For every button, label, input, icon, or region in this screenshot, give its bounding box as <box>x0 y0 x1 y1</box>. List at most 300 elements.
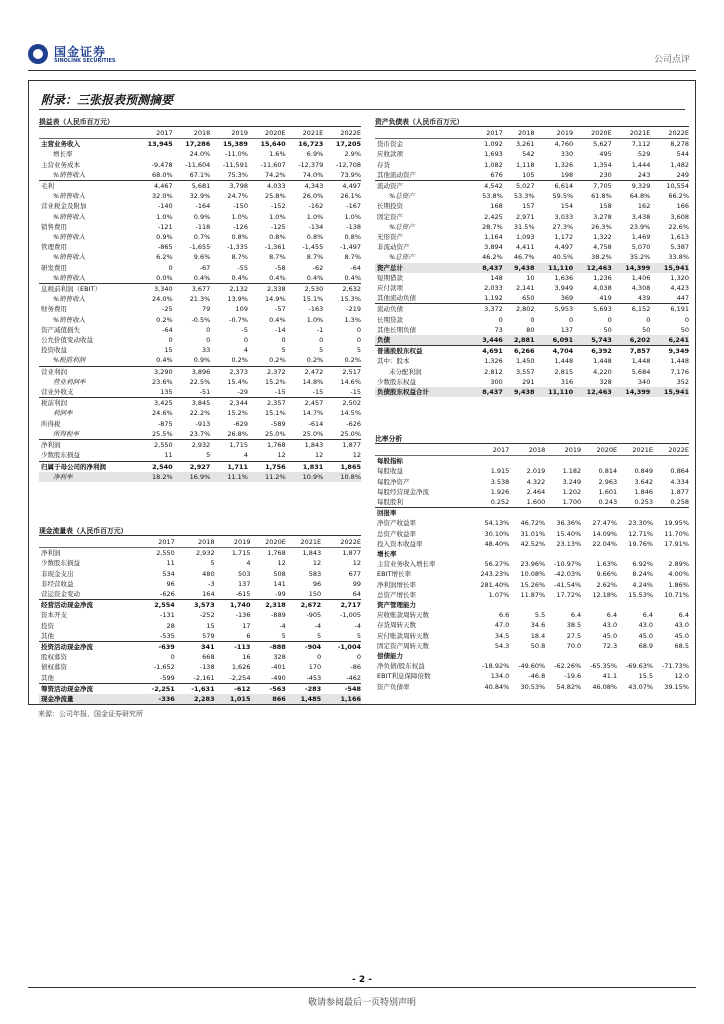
value-cell: 23.9% <box>629 222 651 231</box>
disclaimer-note: 敬请参阅最后一页特别声明 <box>307 998 416 1008</box>
value-cell: 529 <box>637 150 651 159</box>
value-cell: 2,932 <box>173 440 211 451</box>
value-cell <box>581 508 617 519</box>
table-row <box>39 304 361 314</box>
value-cell: 6.4 <box>606 611 618 620</box>
appendix-title: 附录：三张报表预测摘要 <box>41 93 174 107</box>
value-cell: 11.2% <box>248 472 286 482</box>
ratio-title-rule <box>375 443 689 444</box>
row-label: 应付账款周转天数 <box>377 631 429 640</box>
value-cell: 15.2% <box>227 409 248 418</box>
value-cell: 0.4% <box>193 273 211 282</box>
row-label: 无形资产 <box>377 233 403 242</box>
row-label: %销售收入 <box>53 212 86 221</box>
value-cell: 4 <box>243 346 248 355</box>
value-cell: 50 <box>680 325 689 334</box>
table-row <box>39 139 361 150</box>
row-label: 主营业务成本 <box>41 160 80 169</box>
value-cell: 10.9% <box>286 472 324 482</box>
value-cell: 1,865 <box>323 461 361 472</box>
value-cell <box>545 651 581 661</box>
value-cell: 43.0 <box>638 621 654 630</box>
value-cell <box>617 508 653 519</box>
value-cell: 22.04% <box>592 539 618 548</box>
row-label: 净资产收益率 <box>377 519 416 528</box>
value-cell: 54.82% <box>556 682 582 691</box>
value-cell: -1,497 <box>340 243 361 252</box>
table-row <box>375 283 689 293</box>
table-row <box>39 160 361 170</box>
row-label: 货币资金 <box>377 140 403 149</box>
value-cell: 230 <box>599 170 612 179</box>
value-cell: 46.2% <box>482 253 503 262</box>
table-row <box>39 212 361 222</box>
value-cell: 2,338 <box>248 284 286 295</box>
value-cell: -462 <box>346 673 361 682</box>
value-cell: -9,478 <box>151 160 173 169</box>
value-cell: -0.7% <box>229 315 248 324</box>
value-cell: 243 <box>637 170 651 179</box>
value-cell: 14.9% <box>264 295 286 304</box>
table-row <box>375 387 689 397</box>
value-cell: 3,896 <box>173 366 211 377</box>
value-cell: 31.5% <box>513 222 535 231</box>
table-row <box>375 335 689 346</box>
table-row <box>375 356 689 366</box>
value-cell <box>581 456 617 467</box>
value-cell: 4,691 <box>471 346 503 357</box>
row-label: 营业外收支 <box>41 388 74 397</box>
value-cell: 1,693 <box>484 150 503 159</box>
value-cell: 1.6% <box>269 150 286 159</box>
value-cell: 23.96% <box>520 560 546 569</box>
value-cell: 10.71% <box>664 590 689 599</box>
value-cell: 3,949 <box>554 284 574 293</box>
year-header-cell: 2020E <box>573 128 612 139</box>
value-cell: 1.07% <box>488 590 510 599</box>
value-cell: -42.03% <box>554 570 582 579</box>
value-cell: 5,387 <box>670 243 689 252</box>
table-row <box>39 673 361 684</box>
value-cell: 34.5 <box>494 631 510 640</box>
table-row <box>375 191 689 201</box>
value-cell: 17.72% <box>556 590 582 599</box>
value-cell: 0.258 <box>670 498 689 507</box>
table-row <box>375 549 689 559</box>
value-cell <box>471 600 509 610</box>
value-cell: 1,320 <box>670 273 689 282</box>
row-label: 少数股东权益 <box>377 377 416 386</box>
value-cell: -131 <box>160 611 175 620</box>
table-row <box>39 294 361 304</box>
table-row <box>39 149 361 159</box>
year-header-cell: 2022E <box>650 128 689 139</box>
table-row <box>39 450 361 461</box>
value-cell <box>509 600 545 610</box>
value-cell: 17.91% <box>664 539 689 548</box>
value-cell: -12,379 <box>298 160 324 169</box>
value-cell <box>617 549 653 559</box>
value-cell: 1,015 <box>215 694 251 704</box>
value-cell: 5,627 <box>593 140 612 149</box>
value-cell: -599 <box>160 673 175 682</box>
value-cell: 9.66% <box>596 570 618 579</box>
value-cell: 15,640 <box>260 140 286 149</box>
value-cell: -2,161 <box>193 673 215 682</box>
row-label: 流动负债 <box>375 304 471 315</box>
value-cell: -71.73% <box>661 662 689 671</box>
value-cell: 54.13% <box>484 519 510 528</box>
value-cell: 72.3 <box>602 641 618 650</box>
value-cell: 1,093 <box>515 233 535 242</box>
value-cell: -563 <box>250 683 285 694</box>
value-cell: -51 <box>199 388 211 397</box>
year-header-cell: 2017 <box>135 128 173 139</box>
ratio-analysis-title: 比率分析 <box>375 435 403 443</box>
value-cell: -150 <box>233 202 248 211</box>
value-cell: 2,632 <box>323 284 361 295</box>
table-row <box>39 652 361 662</box>
row-label: 资产管理能力 <box>377 601 416 610</box>
row-label: 总资产收益率 <box>377 529 416 538</box>
year-header-cell: 2021E <box>286 537 321 548</box>
value-cell: 0.4% <box>269 273 286 282</box>
table-row <box>39 232 361 242</box>
value-cell: 4,220 <box>593 367 612 376</box>
value-cell: 1,636 <box>554 273 574 282</box>
value-cell: 26.1% <box>340 192 361 201</box>
value-cell: 2,802 <box>503 304 535 315</box>
value-cell: 8,437 <box>471 387 503 397</box>
value-cell: 25.8% <box>264 192 286 201</box>
value-cell: 19.76% <box>628 539 654 548</box>
row-label: EBIT增长率 <box>377 570 411 579</box>
value-cell: 17,286 <box>185 140 211 149</box>
value-cell: 27.5 <box>566 631 582 640</box>
value-cell: 96 <box>312 579 322 588</box>
row-label: 研发费用 <box>41 263 67 272</box>
value-cell <box>545 600 581 610</box>
value-cell: -219 <box>346 305 361 314</box>
value-cell: 5 <box>210 559 215 568</box>
table-row <box>375 263 689 273</box>
value-cell: 50 <box>603 325 612 334</box>
row-label: EBIT利息保障倍数 <box>377 672 431 681</box>
table-row <box>39 589 361 600</box>
value-cell: 352 <box>676 377 689 386</box>
value-cell: 17 <box>242 621 251 630</box>
value-cell: 1.86% <box>668 580 689 589</box>
value-cell: 7,112 <box>631 140 651 149</box>
row-label: 投资收益 <box>41 346 67 355</box>
row-label: 未分配利润 <box>389 367 422 376</box>
table-row <box>39 366 361 377</box>
row-label: 应付款项 <box>377 284 403 293</box>
table-row <box>39 440 361 451</box>
value-cell: 96 <box>166 579 175 588</box>
value-cell: 15.2% <box>264 377 286 386</box>
value-cell: 1,469 <box>631 233 651 242</box>
value-cell <box>509 508 545 519</box>
table-row <box>39 558 361 568</box>
value-cell: 2,502 <box>323 398 361 409</box>
value-cell <box>509 456 545 467</box>
value-cell: 25.0% <box>264 429 286 438</box>
value-cell: 137 <box>560 325 574 334</box>
value-cell: 0.2% <box>344 356 361 365</box>
balance-sheet-table <box>375 128 689 397</box>
row-label: 筹资活动现金净流 <box>39 683 135 694</box>
value-cell <box>509 651 545 661</box>
value-cell: 11,110 <box>535 263 574 273</box>
row-label: 少数股东损益 <box>41 451 80 460</box>
value-cell: 3,438 <box>631 212 651 221</box>
value-cell: 1,448 <box>554 357 574 366</box>
row-label: %销售收入 <box>53 273 86 282</box>
value-cell: 0.4% <box>231 273 248 282</box>
value-cell: 4.334 <box>670 477 689 486</box>
row-label: 每股指标 <box>377 457 403 466</box>
logo-name-cn: 国金证券 <box>54 45 107 59</box>
year-header-cell: 2017 <box>471 128 503 139</box>
table-row <box>375 242 689 252</box>
table-row <box>39 335 361 345</box>
value-cell: 14.09% <box>592 529 618 538</box>
value-cell: 7,857 <box>612 346 651 357</box>
value-cell: 40.5% <box>552 253 574 262</box>
value-cell: 61.8% <box>591 192 612 201</box>
value-cell: 0 <box>206 336 211 345</box>
value-cell: 0.4% <box>344 273 361 282</box>
table-row <box>39 345 361 355</box>
value-cell: -626 <box>160 590 175 599</box>
value-cell: 2.963 <box>598 477 618 486</box>
value-cell: 2,717 <box>321 600 361 611</box>
value-cell: 0 <box>356 336 361 345</box>
row-label: %总资产 <box>389 222 415 231</box>
value-cell: 3,845 <box>173 398 211 409</box>
value-cell: 14.7% <box>302 409 324 418</box>
value-cell: 8.24% <box>632 570 654 579</box>
year-header-cell: 2022E <box>321 537 361 548</box>
value-cell: -62 <box>312 263 324 272</box>
value-cell: 0.8% <box>269 233 286 242</box>
value-cell <box>581 600 617 610</box>
header-blank <box>39 128 135 139</box>
value-cell: 1,482 <box>670 160 689 169</box>
table-row <box>39 387 361 398</box>
value-cell: 1,626 <box>231 663 251 672</box>
table-row <box>375 529 689 539</box>
value-cell: -889 <box>271 611 286 620</box>
value-cell <box>653 549 689 559</box>
value-cell: -134 <box>308 222 324 231</box>
value-cell: -41.54% <box>554 580 582 589</box>
value-cell: 3.538 <box>490 477 510 486</box>
value-cell: 2,425 <box>484 212 503 221</box>
value-cell: 4 <box>246 559 251 568</box>
row-label: 财务费用 <box>41 305 67 314</box>
value-cell: 53.8% <box>482 192 503 201</box>
value-cell: 281.40% <box>480 580 510 589</box>
value-cell: -453 <box>306 673 322 682</box>
value-cell: -0.5% <box>191 315 211 324</box>
source-note: 来源：公司年报、国金证券研究所 <box>38 710 143 718</box>
value-cell <box>135 149 173 159</box>
value-cell: -164 <box>195 202 211 211</box>
value-cell: -1,455 <box>302 243 324 252</box>
row-label: 增长率 <box>53 150 73 159</box>
value-cell: -57 <box>275 305 286 314</box>
value-cell: 1,711 <box>210 461 248 472</box>
value-cell: 27.3% <box>552 222 574 231</box>
value-cell: -1,655 <box>189 243 211 252</box>
cashflow-statement-title: 现金流量表（人民币百万元） <box>39 527 128 535</box>
row-label: %销售收入 <box>53 192 86 201</box>
value-cell: 46.08% <box>592 682 618 691</box>
table-row <box>39 284 361 295</box>
table-row <box>39 325 361 335</box>
value-cell: 330 <box>560 150 574 159</box>
value-cell: 67.1% <box>189 170 211 179</box>
value-cell <box>545 508 581 519</box>
row-label: 长期贷款 <box>377 315 403 324</box>
value-cell: 68.5 <box>674 641 689 650</box>
table-row <box>39 694 361 704</box>
row-label: 流动资产 <box>375 181 471 192</box>
row-label: 净利润 <box>41 549 61 558</box>
table-row <box>39 170 361 181</box>
value-cell: 6,152 <box>612 304 651 315</box>
value-cell: 2,540 <box>135 461 173 472</box>
value-cell: 0.2% <box>269 356 286 365</box>
value-cell: -46.8 <box>528 672 546 681</box>
table-row <box>39 263 361 273</box>
value-cell: -615 <box>235 590 251 599</box>
value-cell: 6.2% <box>156 253 173 262</box>
year-header-cell: 2019 <box>215 537 251 548</box>
value-cell: 17,205 <box>335 140 361 149</box>
value-cell: 2.89% <box>668 560 689 569</box>
value-cell: 3,261 <box>515 140 535 149</box>
value-cell: 8,437 <box>471 263 503 273</box>
value-cell: 2,344 <box>210 398 248 409</box>
row-label: 其他 <box>41 673 54 682</box>
value-cell: 2,971 <box>515 212 535 221</box>
value-cell: 135 <box>160 388 173 397</box>
value-cell: 24.0% <box>189 150 211 159</box>
row-label: 资产负债率 <box>377 682 410 691</box>
value-cell: -29 <box>237 388 248 397</box>
value-cell: 2.9% <box>344 150 361 159</box>
value-cell: 9,349 <box>650 346 689 357</box>
value-cell: 3,372 <box>471 304 503 315</box>
value-cell: 10,554 <box>650 181 689 192</box>
header-divider <box>28 70 696 71</box>
value-cell: 3,608 <box>670 212 689 221</box>
value-cell: 1.600 <box>526 498 546 507</box>
row-label: 每股经营现金净流 <box>377 487 429 496</box>
value-cell <box>471 549 509 559</box>
value-cell: 11.70% <box>664 529 689 538</box>
value-cell: 1.0% <box>306 315 324 324</box>
row-label: 投资活动现金净流 <box>39 642 135 653</box>
value-cell: 2,672 <box>286 600 321 611</box>
value-cell: 11.87% <box>520 590 546 599</box>
value-cell: 503 <box>238 569 251 578</box>
value-cell: 495 <box>599 150 612 159</box>
year-header-cell: 2019 <box>545 445 581 456</box>
value-cell <box>653 651 689 661</box>
table-row <box>39 377 361 387</box>
table-row <box>375 304 689 315</box>
table-row <box>375 600 689 610</box>
value-cell: 41.1 <box>602 672 618 681</box>
value-cell: 12 <box>277 559 286 568</box>
value-cell: -904 <box>286 642 321 653</box>
table-row <box>375 222 689 232</box>
value-cell: 16.9% <box>173 472 211 482</box>
row-label: 偿债能力 <box>377 652 403 661</box>
row-label: 现金净流量 <box>39 694 135 704</box>
table-row <box>375 487 689 497</box>
value-cell: 24.0% <box>152 295 173 304</box>
value-cell: 3.642 <box>634 477 654 486</box>
value-cell: 14,399 <box>612 387 651 397</box>
year-header-cell: 2019 <box>210 128 248 139</box>
value-cell: -125 <box>270 222 286 231</box>
row-label: 每股收益 <box>377 467 403 476</box>
row-label: %销售收入 <box>53 170 86 179</box>
row-label: 归属于母公司的净利润 <box>39 461 135 472</box>
row-label: 普通股股东权益 <box>375 346 471 357</box>
value-cell: 2,554 <box>135 600 175 611</box>
year-header-cell: 2021E <box>286 128 324 139</box>
value-cell: 198 <box>560 170 574 179</box>
value-cell: 13.9% <box>227 295 248 304</box>
value-cell: 23.13% <box>556 539 582 548</box>
value-cell: 1.182 <box>562 467 582 476</box>
value-cell: 6.4 <box>678 611 689 620</box>
value-cell: 26.3% <box>591 222 612 231</box>
year-header-cell: 2022E <box>323 128 361 139</box>
value-cell <box>653 600 689 610</box>
value-cell: -905 <box>306 611 322 620</box>
value-cell: 1,354 <box>593 160 612 169</box>
table-row <box>375 631 689 641</box>
year-header-cell: 2019 <box>535 128 574 139</box>
value-cell: 64.8% <box>629 192 651 201</box>
value-cell: 15 <box>206 621 215 630</box>
value-cell: 1,831 <box>286 461 324 472</box>
value-cell: 43.0 <box>602 621 618 630</box>
value-cell: 544 <box>676 150 689 159</box>
value-cell: 46.72% <box>520 519 546 528</box>
value-cell: 7,176 <box>670 367 689 376</box>
value-cell: 23.30% <box>628 519 654 528</box>
value-cell: 15.1% <box>264 409 286 418</box>
value-cell: 15,941 <box>650 263 689 273</box>
value-cell: 10 <box>526 273 535 282</box>
value-cell: 3,278 <box>593 212 612 221</box>
value-cell: 3,340 <box>135 284 173 295</box>
value-cell: 2,517 <box>323 366 361 377</box>
row-label: 净利润增长率 <box>377 580 416 589</box>
value-cell: 68.0% <box>152 170 173 179</box>
value-cell: 579 <box>202 631 215 640</box>
year-header-cell: 2020E <box>248 128 286 139</box>
value-cell: 4,308 <box>631 284 651 293</box>
